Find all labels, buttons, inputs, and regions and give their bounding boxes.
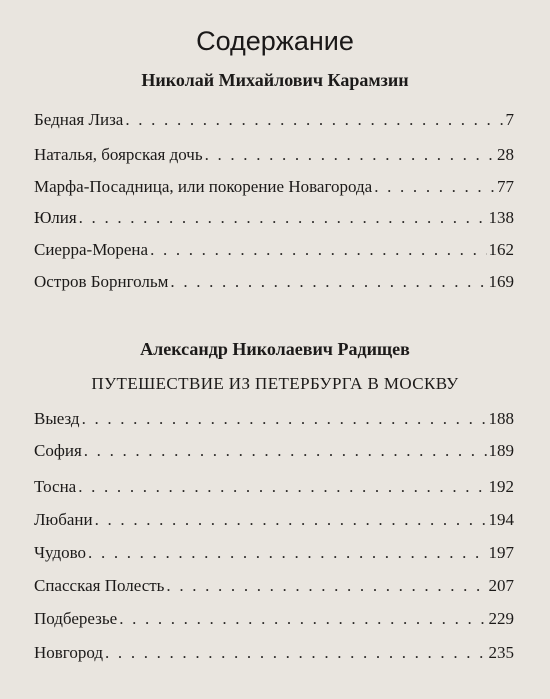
toc-entry[interactable] bbox=[34, 409, 514, 433]
toc-entry-page: 162 bbox=[488, 240, 514, 259]
dot-leader bbox=[205, 145, 495, 165]
toc-entry[interactable] bbox=[34, 441, 514, 465]
work-title: ПУТЕШЕСТВИЕ ИЗ ПЕТЕРБУРГА В МОСКВУ bbox=[91, 374, 459, 393]
dot-leader bbox=[166, 576, 486, 596]
toc-entry-title: София bbox=[34, 441, 82, 460]
dot-leader bbox=[119, 609, 486, 629]
page-title: Содержание bbox=[196, 26, 354, 56]
toc-entry-title: Спасская Полесть bbox=[34, 576, 165, 595]
toc-entry-title: Подберезье bbox=[34, 609, 118, 628]
dot-leader bbox=[78, 477, 486, 497]
toc-entry-page: 7 bbox=[505, 110, 514, 129]
toc-entry-title: Новгород bbox=[34, 643, 104, 662]
toc-entry-title: Наталья, боярская дочь bbox=[34, 145, 203, 164]
toc-entry-title: Любани bbox=[34, 510, 93, 529]
dot-leader bbox=[79, 208, 487, 228]
dot-leader bbox=[105, 643, 486, 663]
toc-entry[interactable] bbox=[34, 477, 514, 501]
dot-leader bbox=[88, 543, 486, 563]
toc-entry-title: Марфа-Посадница, или покорение Новагорода bbox=[34, 177, 373, 196]
dot-leader bbox=[84, 441, 487, 461]
toc-entry-page: 207 bbox=[488, 576, 514, 595]
toc-entry[interactable] bbox=[34, 576, 514, 600]
toc-entry-page: 28 bbox=[497, 145, 514, 164]
toc-entry[interactable] bbox=[34, 240, 514, 264]
dot-leader bbox=[170, 272, 486, 292]
toc-entry-title: Тосна bbox=[34, 477, 77, 496]
toc-entry-page: 169 bbox=[488, 272, 514, 291]
toc-entry-page: 235 bbox=[488, 643, 514, 662]
dot-leader bbox=[374, 177, 495, 197]
toc-entry-page: 77 bbox=[497, 177, 514, 196]
toc-entry-page: 192 bbox=[488, 477, 514, 496]
toc-entry[interactable] bbox=[34, 177, 514, 201]
toc-entry[interactable] bbox=[34, 145, 514, 169]
toc-entry-title: Выезд bbox=[34, 409, 80, 428]
toc-entry[interactable] bbox=[34, 272, 514, 296]
toc-entry-page: 138 bbox=[488, 208, 514, 227]
dot-leader bbox=[82, 409, 487, 429]
toc-entry[interactable] bbox=[34, 110, 514, 134]
toc-entry-page: 188 bbox=[488, 409, 514, 428]
toc-entry-title: Чудово bbox=[34, 543, 87, 562]
dot-leader bbox=[150, 240, 486, 260]
toc-entry-page: 194 bbox=[488, 510, 514, 529]
toc-entry-page: 197 bbox=[488, 543, 514, 562]
dot-leader bbox=[125, 110, 503, 130]
toc-entry-page: 229 bbox=[488, 609, 514, 628]
toc-entry[interactable] bbox=[34, 543, 514, 567]
toc-entry-page: 189 bbox=[488, 441, 514, 460]
toc-entry[interactable] bbox=[34, 643, 514, 667]
toc-entry[interactable] bbox=[34, 609, 514, 633]
toc-entry-title: Остров Борнгольм bbox=[34, 272, 169, 291]
toc-entry[interactable] bbox=[34, 208, 514, 232]
dot-leader bbox=[95, 510, 487, 530]
toc-entry-title: Бедная Лиза bbox=[34, 110, 124, 129]
author-heading-radishchev: Александр Николаевич Радищев bbox=[140, 339, 410, 359]
toc-entry[interactable] bbox=[34, 510, 514, 534]
toc-entry-title: Юлия bbox=[34, 208, 77, 227]
toc-entry-title: Сиерра-Морена bbox=[34, 240, 149, 259]
author-heading-karamzin: Николай Михайлович Карамзин bbox=[141, 70, 409, 90]
